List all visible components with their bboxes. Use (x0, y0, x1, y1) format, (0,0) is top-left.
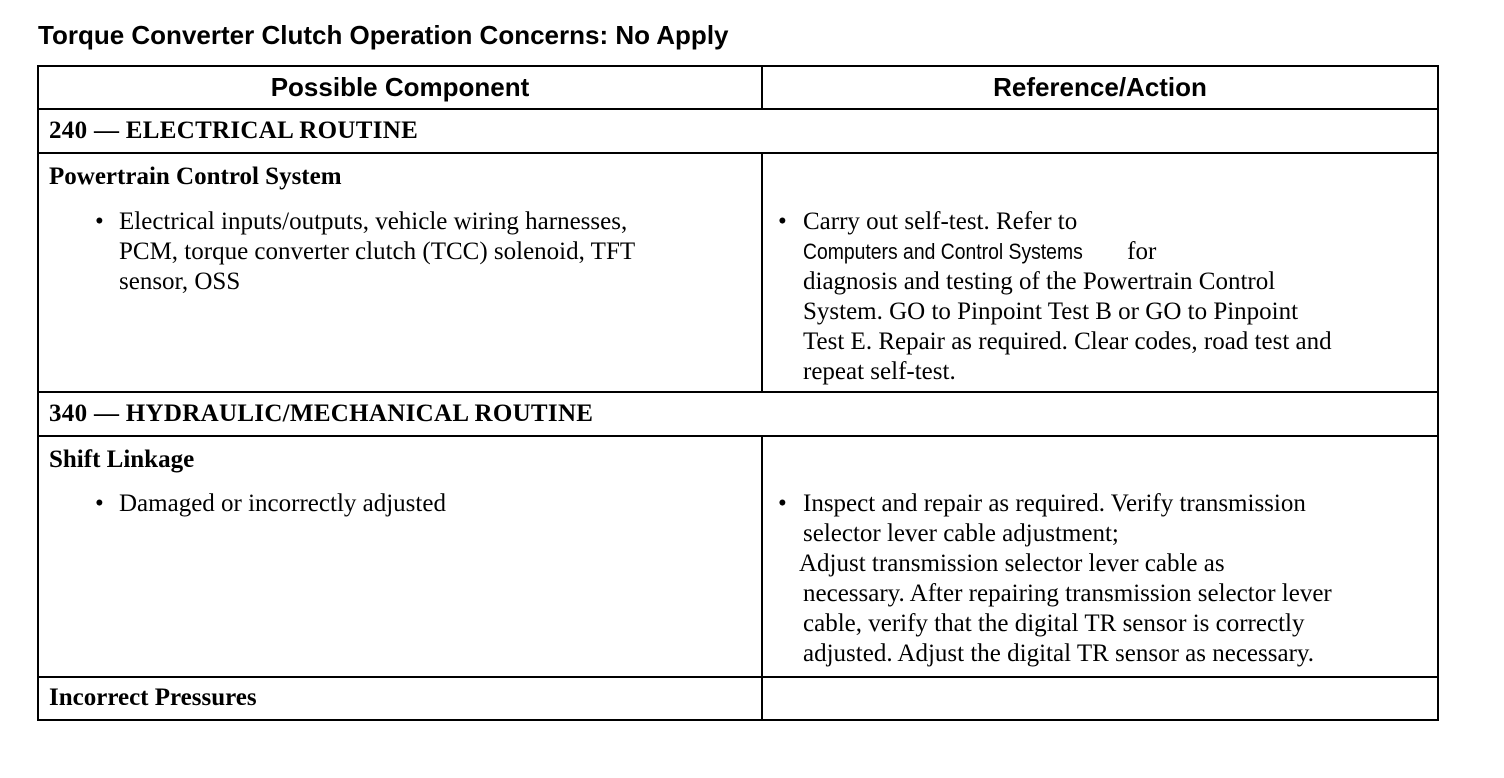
action-cell (762, 153, 1438, 392)
action-line: Inspect and repair as required. Verify transmission (803, 490, 1306, 517)
component-title: Powertrain Control System (49, 163, 342, 190)
table-row (38, 153, 1438, 392)
detail-line: PCM, torque converter clutch (TCC) solenoid, TFT (119, 238, 636, 265)
header-row (38, 66, 1438, 109)
document-title: Torque Converter Clutch Operation Concerns: No Apply (38, 20, 729, 50)
action-line: Test E. Repair as required. Clear codes, road test and (803, 328, 1332, 355)
table-row (38, 436, 1438, 677)
component-title: Shift Linkage (49, 446, 195, 473)
header-reference-action: Reference/Action (762, 66, 1438, 109)
action-line: selector lever cable adjustment; (803, 520, 1119, 547)
action-line: necessary. After repairing transmission selector lever (803, 580, 1332, 607)
detail-line: Damaged or incorrectly adjusted (119, 490, 446, 517)
component-detail (39, 489, 761, 519)
table-row (38, 677, 1438, 720)
bullet-icon: • (95, 490, 104, 517)
action-line: Adjust transmission selector lever cable as (799, 550, 1225, 577)
bullet-icon: • (778, 208, 787, 235)
action-detail (763, 207, 1437, 387)
action-line-reference (803, 237, 1427, 267)
action-text: for (1120, 238, 1157, 265)
action-line: repeat self-test. (803, 358, 956, 385)
component-cell (38, 153, 762, 392)
detail-line: sensor, OSS (119, 268, 241, 295)
component-title: Incorrect Pressures (49, 684, 257, 711)
section-heading-electrical: 240 — ELECTRICAL ROUTINE (38, 109, 1438, 153)
component-cell (38, 677, 762, 720)
action-line: diagnosis and testing of the Powertrain Control (803, 268, 1276, 295)
action-line: Carry out self-test. Refer to (803, 208, 1078, 235)
reference-link[interactable]: Computers and Control Systems (803, 239, 1083, 264)
header-possible-component: Possible Component (38, 66, 762, 109)
action-line: cable, verify that the digital TR sensor is correctly (803, 610, 1305, 637)
action-line: adjusted. Adjust the digital TR sensor as necessary. (803, 640, 1315, 667)
section-row (38, 109, 1438, 153)
section-row (38, 392, 1438, 436)
component-detail (39, 207, 761, 297)
action-cell (762, 436, 1438, 677)
action-detail (763, 489, 1437, 669)
section-heading-hydraulic: 340 — HYDRAULIC/MECHANICAL ROUTINE (38, 392, 1438, 436)
bullet-icon: • (778, 490, 787, 517)
action-cell (762, 677, 1438, 720)
bullet-icon: • (95, 208, 104, 235)
component-cell (38, 436, 762, 677)
action-line: System. GO to Pinpoint Test B or GO to Pinpoint (803, 298, 1299, 325)
concerns-table (37, 65, 1439, 721)
detail-line: Electrical inputs/outputs, vehicle wiring harnesses, (119, 208, 628, 235)
